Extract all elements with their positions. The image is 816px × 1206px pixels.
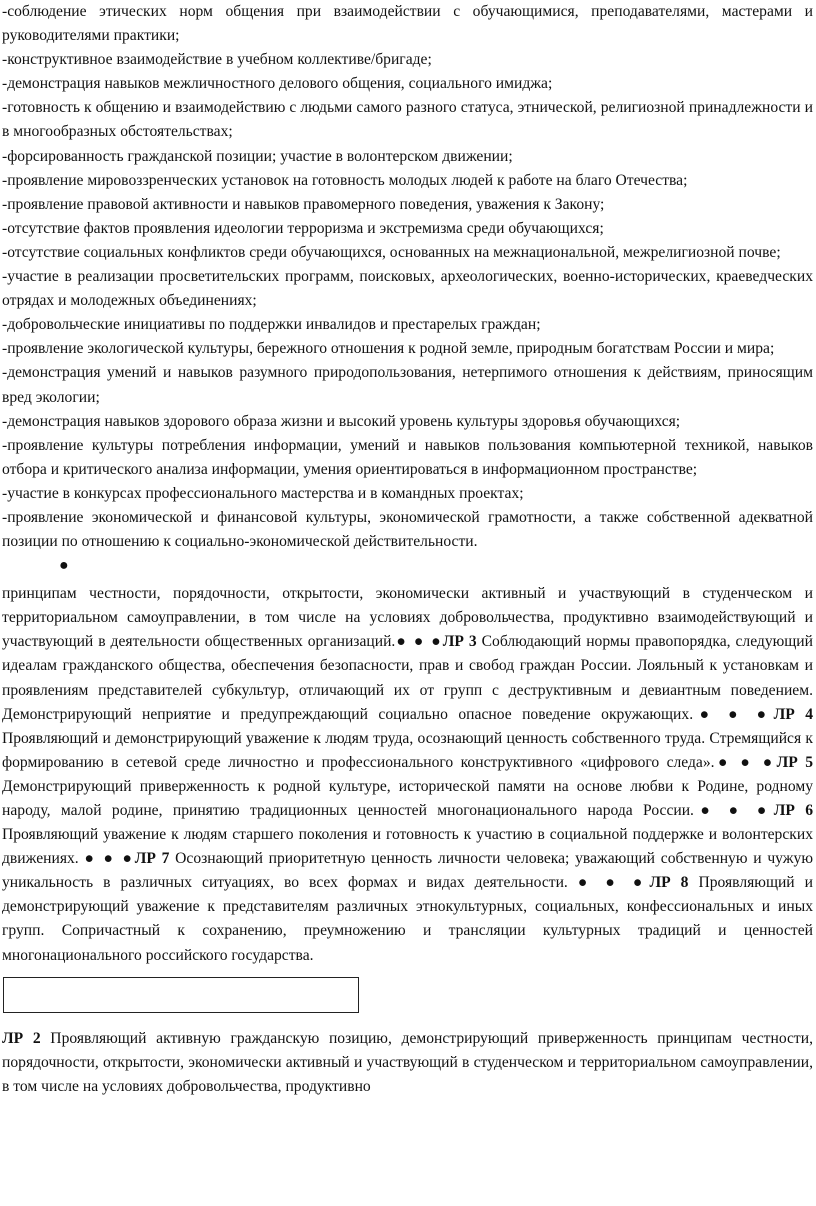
- bullet-icon: ● ● ●: [693, 705, 774, 723]
- bullet-icon: ● ● ●: [693, 802, 774, 819]
- empty-frame: [3, 977, 359, 1013]
- list-item: -демонстрация навыков здорового образа жизни и высокий уровень культуры здоровья обучающихся;: [2, 412, 681, 430]
- list-item: -демонстрация умений и навыков разумного природопользования, нетерпимого отношения к действиям, приносящим вред экологии;: [2, 364, 813, 406]
- lr-code: ЛР 4: [773, 705, 813, 723]
- list-item: -участие в реализации просветительских программ, поисковых, археологических, военно-исторических, краеведческих отрядах и молодежных объединениях;: [2, 268, 813, 310]
- lr-code: ЛР 3: [442, 633, 477, 651]
- lr-text: Проявляющий и демонстрирующий уважение к представителям различных этнокультурных, социальных, конфессиональных и иных групп. Сопричастный к сохранению, преумножению и трансляции культурных традиций и ценностей многонационального российского государства.: [2, 874, 813, 964]
- list-item: -отсутствие социальных конфликтов среди обучающихся, основанных на межнациональной, межрелигиозной почве;: [2, 243, 781, 261]
- list-item: -проявление экономической и финансовой культуры, экономической грамотности, а также собственной адекватной позиции по отношению к социально-экономической действительности.: [2, 508, 813, 551]
- bullet-icon: ●: [59, 557, 69, 575]
- lr-code: ЛР 7: [134, 850, 170, 868]
- lr-text: Проявляющий уважение к людям старшего поколения и готовность к участию в социальной поддержке и волонтерских движениях.: [2, 826, 813, 868]
- lr-intro: принципам честности, порядочности, открытости, экономически активный и участвующий в студенческом и территориальном самоуправлении, в том числе на условиях добровольчества, продуктивно взаимодействующий и участвующий в деятельности общественных организаций.: [2, 585, 813, 651]
- list-item: -готовность к общению и взаимодействию с людьми самого разного статуса, этнической, религиозной принадлежности и в многообразных обстоятельствах;: [2, 99, 813, 141]
- list-item: -демонстрация навыков межличностного делового общения, социального имиджа;: [2, 75, 553, 93]
- bullet-icon: ● ● ●: [714, 753, 777, 771]
- list-item: -проявление культуры потребления информации, умений и навыков пользования компьютерной техникой, навыков отбора и критического анализа информации, умения ориентироваться в информационном пространстве;: [2, 436, 813, 478]
- outcomes-list: [2, 0, 813, 554]
- lr-code: ЛР 8: [649, 874, 689, 892]
- lr-2-paragraph: [2, 1027, 813, 1099]
- lr-paragraph: [2, 582, 813, 968]
- list-item: -проявление мировоззренческих установок на готовность молодых людей к работе на благо Отечества;: [2, 171, 688, 189]
- list-item: -участие в конкурсах профессионального мастерства и в командных проектах;: [2, 484, 524, 502]
- list-item: -форсированность гражданской позиции; участие в волонтерском движении;: [2, 147, 513, 165]
- list-item: -проявление экологической культуры, бережного отношения к родной земле, природным богатствам России и мира;: [2, 340, 775, 358]
- lr-text: Соблюдающий нормы правопорядка, следующий идеалам гражданского общества, обеспечения безопасности, прав и свобод граждан России. Лояльный к установкам и проявлениям представителей субкультур, отличающий их от групп с деструктивным и девиантным поведением. Демонстрирующий неприятие и предупреждающий социально опасное поведение окружающих.: [2, 633, 813, 723]
- bullet-icon: ● ● ●: [577, 874, 650, 892]
- lr-code: ЛР 5: [776, 753, 813, 771]
- list-item: -отсутствие фактов проявления идеологии терроризма и экстремизма среди обучающихся;: [2, 219, 604, 237]
- bullet-icon: ● ● ●: [395, 633, 443, 651]
- lr-text: Проявляющий и демонстрирующий уважение к людям труда, осознающий ценность собственного труда. Стремящийся к формированию в сетевой среде личностно и профессионального конструктивного «цифрового следа».: [2, 729, 813, 771]
- lr-code: ЛР 6: [773, 802, 813, 819]
- lr-code: ЛР 2: [2, 1029, 41, 1047]
- list-item: -конструктивное взаимодействие в учебном коллективе/бригаде;: [2, 51, 432, 69]
- lr-text: Осознающий приоритетную ценность личности человека; уважающий собственную и чужую уникальность в различных ситуациях, во всех формах и видах деятельности.: [2, 850, 813, 892]
- list-item: -добровольческие инициативы по поддержки инвалидов и престарелых граждан;: [2, 316, 541, 334]
- bullet-marker: [2, 554, 813, 578]
- lr-text: Проявляющий активную гражданскую позицию, демонстрирующий приверженность принципам честности, порядочности, открытости, экономически активный и участвующий в студенческом и территориальном самоуправлении, в том числе на условиях добровольчества, продуктивно: [2, 1029, 813, 1095]
- lr-text: Демонстрирующий приверженность к родной культуре, исторической памяти на основе любви к Родине, родному народу, малой родине, принятию традиционных ценностей многонационального народа России.: [2, 777, 813, 819]
- list-item: -проявление правовой активности и навыков правомерного поведения, уважения к Закону;: [2, 195, 605, 213]
- bullet-icon: ● ● ●: [84, 850, 135, 868]
- list-item: -соблюдение этических норм общения при взаимодействии с обучающимися, преподавателями, мастерами и руководителями практики;: [2, 3, 813, 45]
